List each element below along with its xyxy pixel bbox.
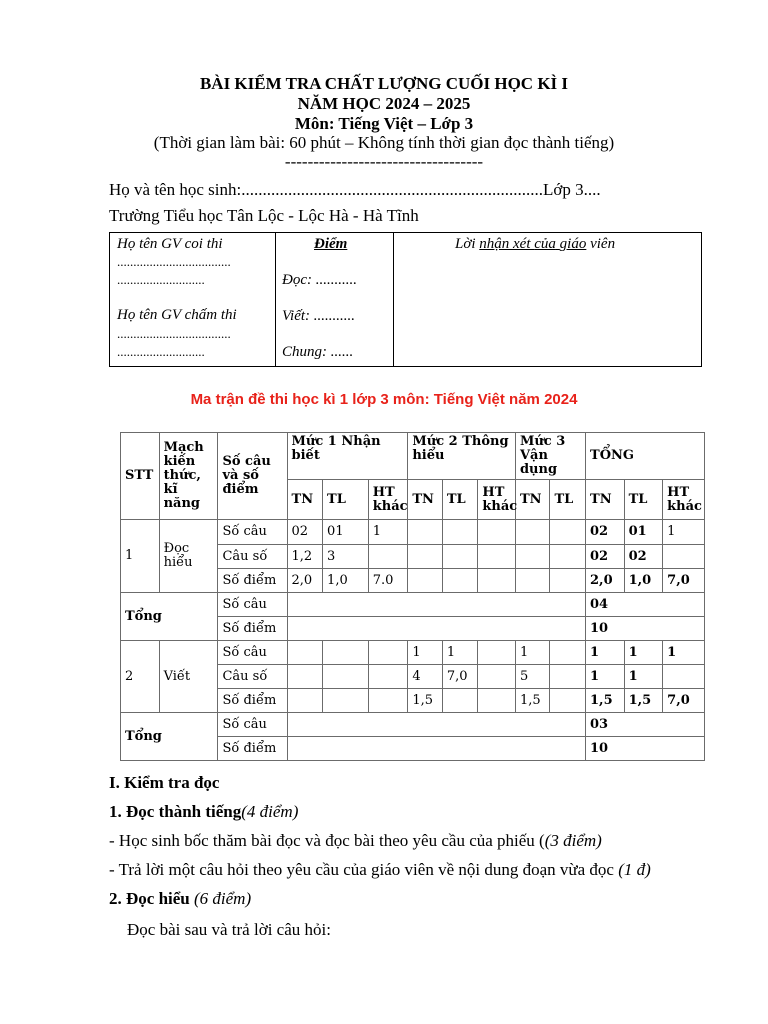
cell: 1,0 <box>624 569 663 593</box>
cell: 1 <box>442 641 478 665</box>
subject-line: Môn: Tiếng Việt – Lớp 3 <box>294 114 474 133</box>
cell <box>478 689 516 713</box>
cell: 7,0 <box>663 689 705 713</box>
subheader-tn: TN <box>287 480 323 520</box>
matrix-header-row <box>121 433 705 480</box>
time-note: (Thời gian làm bài: 60 phút – Không tính thời gian đọc thành tiếng) <box>153 133 615 152</box>
cell: 02 <box>586 520 625 545</box>
cell <box>408 545 443 569</box>
total-score: Chung: ...... <box>282 344 354 360</box>
table-row <box>121 713 705 737</box>
cell <box>478 569 516 593</box>
row-label: Câu số <box>218 545 287 569</box>
cell: 10 <box>586 617 705 641</box>
cell <box>550 665 586 689</box>
cell: 03 <box>586 713 705 737</box>
cell: 7,0 <box>663 569 705 593</box>
row-label: Số câu <box>218 641 287 665</box>
grader-dots-1: ................................... <box>117 326 231 341</box>
cell: 5 <box>515 665 550 689</box>
cell: 7,0 <box>442 665 478 689</box>
cell <box>515 520 550 545</box>
proctor-dots-2: ........................... <box>117 272 205 287</box>
cell: 1 <box>624 641 663 665</box>
cell: 01 <box>624 520 663 545</box>
teacher-column <box>110 233 276 366</box>
writing-score: Viết: ........... <box>282 308 356 324</box>
total-label: Tổng <box>121 593 218 641</box>
cell <box>287 665 323 689</box>
subheader-tn: TN <box>586 480 625 520</box>
matrix-title: Ma trận đề thi học kì 1 lớp 3 môn: Tiếng Việt năm 2024 <box>190 391 578 408</box>
cell <box>550 545 586 569</box>
cell <box>663 545 705 569</box>
cell: 1 <box>515 641 550 665</box>
subheader-ht: HT khác <box>368 480 408 520</box>
subheader-tn: TN <box>515 480 550 520</box>
cell <box>478 641 516 665</box>
reading-comprehension-heading: 2. Đọc hiểu (6 điểm) <box>109 889 252 908</box>
school-year: NĂM HỌC 2024 – 2025 <box>297 94 471 113</box>
subheader-tl: TL <box>323 480 369 520</box>
row-stt: 1 <box>121 520 160 593</box>
exam-matrix-table <box>120 432 705 761</box>
cell <box>515 545 550 569</box>
cell: 3 <box>323 545 369 569</box>
cell <box>550 569 586 593</box>
cell: 1,5 <box>515 689 550 713</box>
cell: 1 <box>663 641 705 665</box>
header-stt: STT <box>121 433 160 520</box>
cell: 1 <box>586 665 625 689</box>
cell: 1 <box>624 665 663 689</box>
proctor-label: Họ tên GV coi thi <box>117 236 223 252</box>
cell <box>478 545 516 569</box>
header-level2: Mức 2 Thông hiểu <box>408 433 516 480</box>
cell <box>287 689 323 713</box>
cell: 1 <box>586 641 625 665</box>
cell <box>408 520 443 545</box>
cell <box>368 689 408 713</box>
header-skill: Mạch kiến thức, kĩ năng <box>159 433 218 520</box>
cell: 1,5 <box>408 689 443 713</box>
row-label: Số câu <box>218 593 287 617</box>
table-row <box>121 520 705 545</box>
cell <box>408 569 443 593</box>
row-stt: 2 <box>121 641 160 713</box>
reading-score: Đọc: ........... <box>282 272 357 288</box>
subheader-ht: HT khác <box>478 480 516 520</box>
header-level1: Mức 1 Nhận biết <box>287 433 408 480</box>
cell <box>368 641 408 665</box>
cell <box>550 520 586 545</box>
cell <box>287 713 586 737</box>
comment-column <box>393 233 701 366</box>
cell: 1 <box>663 520 705 545</box>
student-name-line: Họ và tên học sinh:.......................................................................Lớp 3.... <box>109 180 601 199</box>
row-skill: Viết <box>159 641 218 713</box>
cell: 10 <box>586 737 705 761</box>
row-label: Số điểm <box>218 689 287 713</box>
cell <box>323 641 369 665</box>
cell <box>368 545 408 569</box>
row-label: Số câu <box>218 520 287 545</box>
cell: 1,2 <box>287 545 323 569</box>
reading-aloud-item-1: - Học sinh bốc thăm bài đọc và đọc bài theo yêu cầu của phiếu ((3 điểm) <box>109 831 602 850</box>
cell <box>550 689 586 713</box>
header-level3: Mức 3 Vận dụng <box>515 433 585 480</box>
total-label: Tổng <box>121 713 218 761</box>
exam-title: BÀI KIỂM TRA CHẤT LƯỢNG CUỐI HỌC KÌ I <box>199 74 569 93</box>
subheader-tl: TL <box>550 480 586 520</box>
cell: 1,5 <box>624 689 663 713</box>
subheader-tn: TN <box>408 480 443 520</box>
separator: ----------------------------------- <box>284 152 484 171</box>
cell: 7.0 <box>368 569 408 593</box>
cell <box>442 569 478 593</box>
reading-instruction: Đọc bài sau và trả lời câu hỏi: <box>127 920 331 939</box>
cell <box>515 569 550 593</box>
table-row <box>121 593 705 617</box>
row-label: Số điểm <box>218 617 287 641</box>
score-column <box>275 233 394 366</box>
cell: 02 <box>586 545 625 569</box>
cell: 02 <box>624 545 663 569</box>
subheader-ht: HT khác <box>663 480 705 520</box>
row-label: Số câu <box>218 713 287 737</box>
cell <box>323 665 369 689</box>
header-count-score: Số câu và số điểm <box>218 433 287 520</box>
row-label: Số điểm <box>218 569 287 593</box>
cell <box>550 641 586 665</box>
section-heading: I. Kiểm tra đọc <box>109 773 220 792</box>
teacher-comment-label: Lời nhận xét của giáo viên <box>455 236 616 252</box>
proctor-dots-1: ................................... <box>117 254 231 269</box>
header-total: TỔNG <box>586 433 705 480</box>
school-line: Trường Tiểu học Tân Lộc - Lộc Hà - Hà Tĩnh <box>109 206 419 225</box>
grader-dots-2: ........................... <box>117 344 205 359</box>
cell <box>287 641 323 665</box>
cell: 1,5 <box>586 689 625 713</box>
row-label: Số điểm <box>218 737 287 761</box>
cell: 1 <box>368 520 408 545</box>
grade-box <box>109 232 702 367</box>
subheader-tl: TL <box>442 480 478 520</box>
cell <box>478 665 516 689</box>
cell <box>287 617 586 641</box>
table-row <box>121 641 705 665</box>
cell: 04 <box>586 593 705 617</box>
cell <box>287 737 586 761</box>
cell: 1 <box>408 641 443 665</box>
cell: 01 <box>323 520 369 545</box>
cell: 2,0 <box>287 569 323 593</box>
cell <box>442 520 478 545</box>
row-skill: Đọc hiểu <box>159 520 218 593</box>
cell <box>368 665 408 689</box>
cell: 02 <box>287 520 323 545</box>
cell <box>323 689 369 713</box>
cell <box>442 689 478 713</box>
cell: 4 <box>408 665 443 689</box>
cell <box>478 520 516 545</box>
reading-aloud-heading: 1. Đọc thành tiếng(4 điểm) <box>109 802 299 821</box>
cell <box>287 593 586 617</box>
reading-aloud-item-2: - Trả lời một câu hỏi theo yêu cầu của giáo viên về nội dung đoạn vừa đọc (1 đ) <box>109 860 651 879</box>
score-label: Điểm <box>314 236 348 252</box>
row-label: Câu số <box>218 665 287 689</box>
cell: 1,0 <box>323 569 369 593</box>
cell: 2,0 <box>586 569 625 593</box>
cell <box>663 665 705 689</box>
grader-label: Họ tên GV chấm thi <box>117 307 237 323</box>
subheader-tl: TL <box>624 480 663 520</box>
cell <box>442 545 478 569</box>
